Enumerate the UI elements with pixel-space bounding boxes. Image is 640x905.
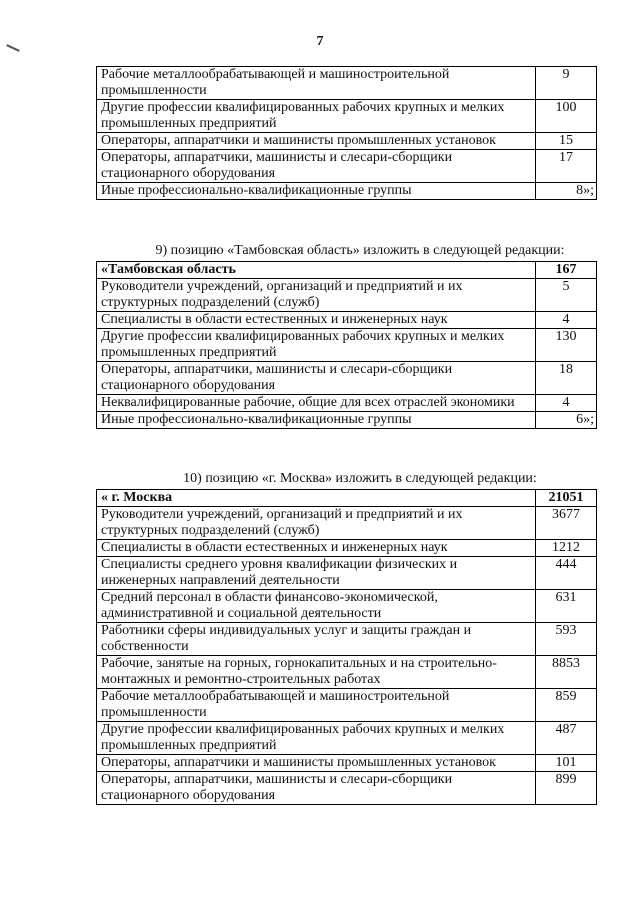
row-label: Операторы, аппаратчики, машинисты и слесари-сборщики стационарного оборудования [97,772,536,805]
row-value: 8853 [536,656,597,689]
row-value: 3677 [536,507,597,540]
section-intro-tambov: 9) позицию «Тамбовская область» изложить в следующей редакции: [155,243,565,258]
row-label: Операторы, аппаратчики и машинисты промышленных установок [97,133,536,150]
table-row [97,656,597,689]
row-value: 15 [536,133,597,150]
table-row [97,67,597,100]
table-row [97,772,597,805]
region-name: « г. Москва [97,490,536,507]
region-total: 21051 [536,490,597,507]
row-label: Неквалифицированные рабочие, общие для всех отраслей экономики [97,395,536,412]
table-moscow [96,489,597,805]
row-label: Работники сферы индивидуальных услуг и защиты граждан и собственности [97,623,536,656]
table-row [97,329,597,362]
table-row [97,362,597,395]
table-row [97,689,597,722]
row-label: Специалисты среднего уровня квалификации физических и инженерных направлений деятельности [97,557,536,590]
row-value: 9 [536,67,597,100]
table-row [97,312,597,329]
row-value: 4 [536,395,597,412]
row-value: 444 [536,557,597,590]
row-value: 18 [536,362,597,395]
row-label: Другие профессии квалифицированных рабочих крупных и мелких промышленных предприятий [97,329,536,362]
row-label: Операторы, аппаратчики, машинисты и слесари-сборщики стационарного оборудования [97,362,536,395]
table-row [97,722,597,755]
table-row [97,557,597,590]
row-value: 1212 [536,540,597,557]
table-tambov [96,261,597,429]
table-header-row [97,262,597,279]
page-number: 7 [316,34,324,49]
row-value: 100 [536,100,597,133]
row-label: Средний персонал в области финансово-экономической, административной и социальной деятельности [97,590,536,623]
region-name: «Тамбовская область [97,262,536,279]
row-label: Рабочие металлообрабатывающей и машиностроительной промышленности [97,689,536,722]
table-row [97,507,597,540]
table-row [97,412,597,429]
row-label: Рабочие, занятые на горных, горнокапитальных и на строительно-монтажных и ремонтно-строительных работах [97,656,536,689]
table-row [97,395,597,412]
row-label: Специалисты в области естественных и инженерных наук [97,540,536,557]
row-value: 593 [536,623,597,656]
row-label: Руководители учреждений, организаций и предприятий и их структурных подразделений (служб) [97,279,536,312]
table-row [97,590,597,623]
row-value: 17 [536,150,597,183]
row-value: 130 [536,329,597,362]
row-label: Иные профессионально-квалификационные группы [97,412,536,429]
table-row [97,279,597,312]
row-value: 101 [536,755,597,772]
table-row [97,150,597,183]
row-label: Другие профессии квалифицированных рабочих крупных и мелких промышленных предприятий [97,100,536,133]
row-label: Другие профессии квалифицированных рабочих крупных и мелких промышленных предприятий [97,722,536,755]
row-label: Операторы, аппаратчики, машинисты и слесари-сборщики стационарного оборудования [97,150,536,183]
row-value: 5 [536,279,597,312]
table-header-row [97,490,597,507]
table-row [97,540,597,557]
row-value: 631 [536,590,597,623]
row-value: 4 [536,312,597,329]
row-label: Операторы, аппаратчики и машинисты промышленных установок [97,755,536,772]
table-row [97,183,597,200]
section-intro-moscow: 10) позицию «г. Москва» изложить в следующей редакции: [183,471,537,486]
row-value: 859 [536,689,597,722]
row-label: Специалисты в области естественных и инженерных наук [97,312,536,329]
row-label: Руководители учреждений, организаций и предприятий и их структурных подразделений (служб) [97,507,536,540]
table-row [97,100,597,133]
table-row [97,133,597,150]
table-row [97,755,597,772]
table-continued [96,66,597,200]
row-value: 6»; [536,412,597,429]
row-label: Рабочие металлообрабатывающей и машиностроительной промышленности [97,67,536,100]
row-value: 8»; [536,183,597,200]
table-row [97,623,597,656]
row-value: 487 [536,722,597,755]
region-total: 167 [536,262,597,279]
row-label: Иные профессионально-квалификационные группы [97,183,536,200]
row-value: 899 [536,772,597,805]
